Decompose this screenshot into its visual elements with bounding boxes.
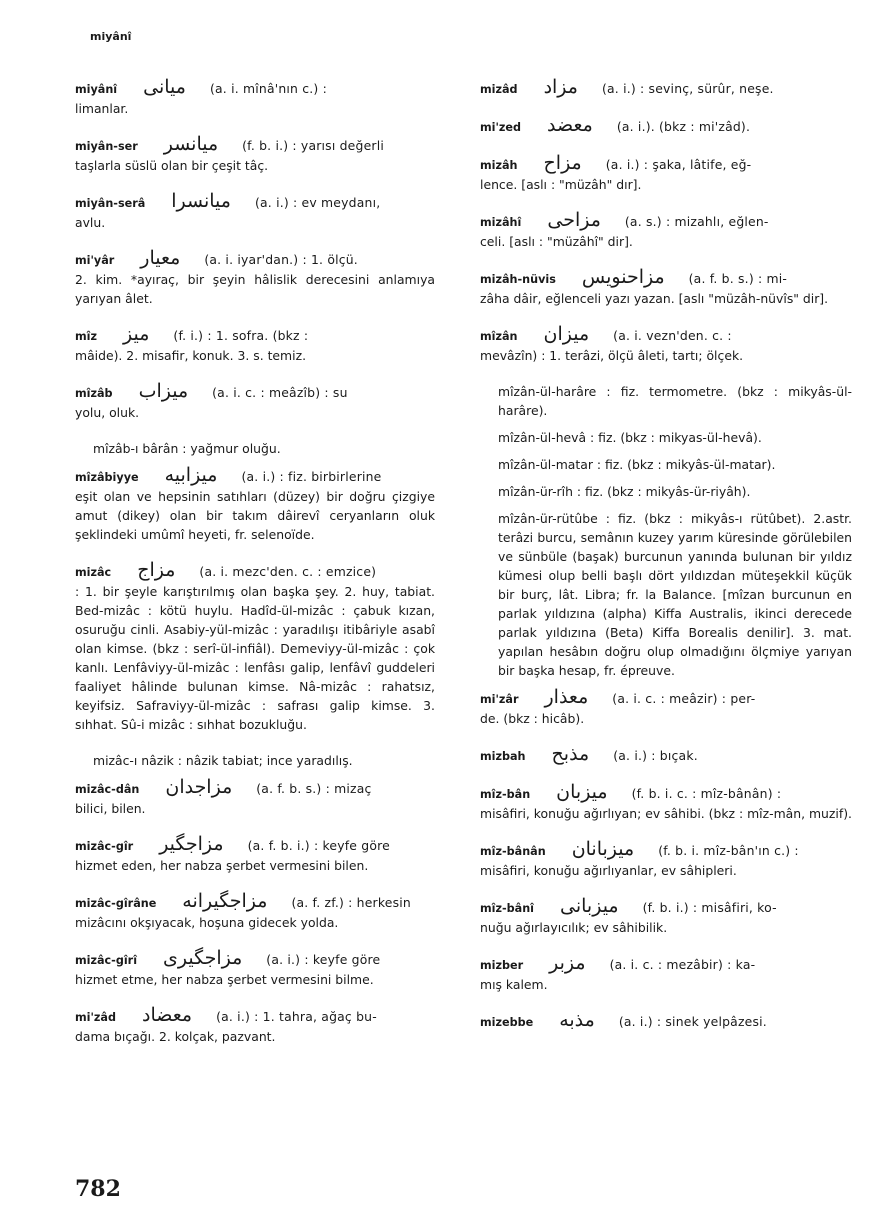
arabic-script: مزاجگیری	[163, 947, 243, 969]
headword: mîz-bânân	[480, 845, 546, 858]
headword: mizâhî	[480, 216, 522, 229]
dictionary-entry	[480, 1011, 852, 1032]
subentry-text: mîzân-ür-rütûbe : fiz. (bkz : mikyâs-ı rütûbet). 2.astr. terâzi burcu, semânın kuzey yarım küresinde görülebilen ve sünbüle (başak) burcunun yanında bulunan bir yıldız kümesi olup belli başlı dört yıldızdan müteşekkil küçük bir burç, lât. Libra; fr. la Balance. [mîzan burcunun en parlak yıldızına (alpha) Kiffa Australis, ikinci derecede parlak yıldızına (Beta) Kiffa Borealis denilir]. 3. mat. yapılan hesâbın doğru olup olmadığını ölçmiye yarıyan bir başka hesap, fr. épreuve.	[498, 511, 852, 678]
entry-first-line	[75, 561, 435, 582]
arabic-script: مزاحی	[547, 209, 601, 231]
headword: mizbah	[480, 750, 526, 763]
definition-continuation: mâide). 2. misafir, konuk. 3. s. temiz.	[75, 348, 307, 363]
arabic-script: میزابیه	[164, 464, 218, 486]
entry-first-line	[480, 154, 852, 175]
dictionary-entry	[75, 751, 435, 770]
dictionary-entry	[75, 249, 435, 308]
headword: mizâh	[480, 159, 518, 172]
headword: mi'zâr	[480, 693, 519, 706]
definition-continuation: : 1. bir şeyle karıştırılmış olan başka şey. 2. huy, tabiat. Bed-mizâc : kötü huylu. Hadîd-ül-mizâc : çabuk kızan, osuruğu cinli. Asabiy-yül-mizâc : yaradılışı itibâriyle asabî olan kimse. (bkz : serî-ül-infiâl). Demeviyy-ül-mizâc : çok kanlı. Lenfâviyy-ül-mizâc : lenfâsı galip, lenfâvî guddeleri faaliyet hâlinde bulunan kimse. Nâ-mizâc : rahatsız, keyifsiz. Safraviyy-ül-mizâc : safrası galip kimse. 3. sıhhat. Sû-i mizâc : sıhhat bozukluğu.	[75, 584, 435, 732]
entry-first-line	[75, 778, 435, 799]
arabic-script: میانسرا	[171, 190, 231, 212]
arabic-script: مذبح	[551, 743, 590, 765]
arabic-script: مزاد	[543, 76, 578, 98]
definition-start: (a. f. zf.) : herkesin	[291, 895, 411, 910]
entry-first-line	[75, 249, 435, 270]
definition-continuation: limanlar.	[75, 101, 129, 116]
definition-continuation: mevâzîn) : 1. terâzi, ölçü âleti, tartı; ölçek.	[480, 348, 744, 363]
headword: mizâc	[75, 566, 112, 579]
arabic-script: میانی	[143, 76, 186, 98]
entry-first-line	[75, 382, 435, 403]
dictionary-entry	[480, 154, 852, 194]
entry-first-line	[75, 78, 435, 99]
headword: mîzân	[480, 330, 518, 343]
arabic-script: میزبانان	[571, 838, 635, 860]
definition-continuation: yolu, oluk.	[75, 405, 140, 420]
dictionary-entry	[480, 428, 852, 447]
dictionary-entry	[480, 268, 852, 308]
headword: mizâh-nüvis	[480, 273, 556, 286]
arabic-script: مزاح	[543, 152, 582, 174]
definition-start: (a. i. iyar'dan.) : 1. ölçü.	[204, 252, 358, 267]
arabic-script: میزان	[543, 323, 590, 345]
dictionary-entry	[480, 840, 852, 880]
definition-continuation: eşit olan ve hepsinin satıhları (düzey) bir doğru çizgiye amut (dikey) olan bir takım dâirevî ceryanların oluk şeklindeki umûmî heyeti, fr. selenoïde.	[75, 489, 435, 542]
arabic-script: مذبه	[559, 1009, 595, 1031]
definition-start: (a. i. c. : meâzir) : per-	[612, 691, 756, 706]
definition-start: (a. i. c. : meâzîb) : su	[212, 385, 348, 400]
definition-continuation: misâfiri, konuğu ağırlıyanlar, ev sâhipleri.	[480, 863, 737, 878]
subentry-text: mîzân-ül-hevâ : fiz. (bkz : mikyas-ül-hevâ).	[498, 430, 762, 445]
dictionary-entry	[480, 211, 852, 251]
headword: mi'yâr	[75, 254, 115, 267]
headword: mizâd	[480, 83, 518, 96]
arabic-script: مزاحنویس	[581, 266, 665, 288]
headword: miyân-serâ	[75, 197, 146, 210]
definition-continuation: mizâcını okşıyacak, hoşuna gidecek yolda.	[75, 915, 339, 930]
dictionary-entry	[75, 949, 435, 989]
definition-start: (f. b. i.) : yarısı değerli	[242, 138, 384, 153]
dictionary-entry	[75, 135, 435, 175]
arabic-script: میزاب	[138, 380, 189, 402]
arabic-script: معضد	[547, 114, 593, 136]
dictionary-entry	[75, 78, 435, 118]
entry-first-line	[75, 892, 435, 913]
headword: mîz-bân	[480, 788, 531, 801]
definition-start: (a. i.) : bıçak.	[613, 748, 698, 763]
dictionary-entry	[75, 382, 435, 422]
definition-start: (a. i.). (bkz : mi'zâd).	[616, 119, 751, 134]
entry-first-line	[480, 954, 852, 975]
definition-continuation: hizmet eden, her nabza şerbet vermesini bilen.	[75, 858, 369, 873]
entry-first-line	[480, 116, 852, 137]
left-column	[75, 78, 435, 1063]
definition-start: (a. s.) : mizahlı, eğlen-	[624, 214, 769, 229]
subentry-text: mîzân-ül-harâre : fiz. termometre. (bkz : mikyâs-ül-harâre).	[498, 384, 852, 418]
entry-first-line	[480, 1011, 852, 1032]
dictionary-entry	[75, 466, 435, 544]
definition-continuation: taşlarla süslü olan bir çeşit tâç.	[75, 158, 269, 173]
headword: mizâc-gîrâne	[75, 897, 157, 910]
definition-continuation: zâha dâir, eğlenceli yazı yazan. [aslı "müzâh-nüvîs" dir].	[480, 291, 829, 306]
definition-continuation: mış kalem.	[480, 977, 548, 992]
definition-start: (a. i.) : ev meydanı,	[254, 195, 381, 210]
arabic-script: میز	[123, 323, 150, 345]
definition-start: (a. i.) : fiz. birbirlerine	[241, 469, 382, 484]
subentry-text: mîzân-ür-rîh : fiz. (bkz : mikyâs-ür-riyâh).	[498, 484, 751, 499]
dictionary-entry	[75, 561, 435, 734]
headword: mizâc-gîr	[75, 840, 134, 853]
running-header: miyânî	[90, 30, 132, 43]
dictionary-entry	[480, 954, 852, 994]
definition-start: (a. f. b. s.) : mi-	[688, 271, 788, 286]
definition-continuation: avlu.	[75, 215, 106, 230]
dictionary-entry	[480, 482, 852, 501]
definition-continuation: bilici, bilen.	[75, 801, 146, 816]
definition-start: (a. i.) : sinek yelpâzesi.	[618, 1014, 767, 1029]
entry-first-line	[480, 688, 852, 709]
dictionary-entry	[75, 778, 435, 818]
arabic-script: معذار	[544, 686, 589, 708]
definition-start: (a. i.) : sevinç, sürûr, neşe.	[601, 81, 774, 96]
dictionary-entry	[480, 325, 852, 365]
definition-start: (f. b. i. mîz-bân'ın c.) :	[658, 843, 799, 858]
definition-continuation: lence. [aslı : "müzâh" dır].	[480, 177, 642, 192]
arabic-script: میانسر	[163, 133, 219, 155]
entry-first-line	[75, 1006, 435, 1027]
entry-first-line	[480, 325, 852, 346]
entry-first-line	[480, 745, 852, 766]
dictionary-entry	[75, 192, 435, 232]
entry-first-line	[75, 135, 435, 156]
headword: mizber	[480, 959, 524, 972]
headword: mîzâbiyye	[75, 471, 139, 484]
entry-first-line	[480, 78, 852, 99]
definition-continuation: celi. [aslı : "müzâhî" dir].	[480, 234, 633, 249]
headword: mizâc-gîrî	[75, 954, 138, 967]
definition-continuation: misâfiri, konuğu ağırlıyan; ev sâhibi. (bkz : mîz-mân, muzif).	[480, 806, 852, 821]
headword: mîz	[75, 330, 98, 343]
definition-start: (f. b. i.) : misâfiri, ko-	[642, 900, 777, 915]
dictionary-entry	[75, 325, 435, 365]
entry-first-line	[75, 325, 435, 346]
definition-start: (a. i.) : şaka, lâtife, eğ-	[605, 157, 752, 172]
entry-first-line	[75, 949, 435, 970]
headword: mîzâb	[75, 387, 113, 400]
headword: mizâc-dân	[75, 783, 140, 796]
arabic-script: مزاجدان	[165, 776, 233, 798]
definition-start: (f. b. i. c. : mîz-bânân) :	[631, 786, 782, 801]
headword: mizebbe	[480, 1016, 534, 1029]
dictionary-entry	[480, 783, 852, 823]
definition-start: (a. f. b. i.) : keyfe göre	[247, 838, 390, 853]
definition-start: (a. i.) : keyfe göre	[266, 952, 381, 967]
dictionary-entry	[480, 745, 852, 766]
definition-start: (a. i. mezc'den. c. : emzice)	[199, 564, 377, 579]
arabic-script: معضاد	[142, 1004, 193, 1026]
definition-continuation: hizmet etme, her nabza şerbet vermesini bilme.	[75, 972, 374, 987]
subentry-text: mîzâb-ı bârân : yağmur oluğu.	[93, 441, 281, 456]
dictionary-entry	[480, 455, 852, 474]
dictionary-entry	[480, 78, 852, 99]
dictionary-entry	[75, 1006, 435, 1046]
dictionary-entry	[480, 688, 852, 728]
right-column	[480, 78, 852, 1049]
headword: mîz-bânî	[480, 902, 535, 915]
dictionary-entry	[480, 897, 852, 937]
dictionary-entry	[75, 439, 435, 458]
definition-start: (a. i. c. : mezâbir) : ka-	[609, 957, 756, 972]
entry-first-line	[480, 840, 852, 861]
arabic-script: مزبر	[549, 952, 586, 974]
arabic-script: میزبانی	[560, 895, 619, 917]
arabic-script: معیار	[140, 247, 181, 269]
entry-first-line	[480, 897, 852, 918]
dictionary-entry	[480, 116, 852, 137]
dictionary-entry	[75, 892, 435, 932]
entry-first-line	[480, 783, 852, 804]
dictionary-entry	[75, 835, 435, 875]
definition-continuation: de. (bkz : hicâb).	[480, 711, 585, 726]
definition-start: (a. i.) : 1. tahra, ağaç bu-	[216, 1009, 377, 1024]
definition-start: (a. i. vezn'den. c. :	[613, 328, 732, 343]
arabic-script: مزاجگیرانه	[182, 890, 268, 912]
entry-first-line	[480, 211, 852, 232]
headword: miyân-ser	[75, 140, 138, 153]
definition-continuation: dama bıçağı. 2. kolçak, pazvant.	[75, 1029, 276, 1044]
entry-first-line	[75, 835, 435, 856]
entry-first-line	[75, 466, 435, 487]
entry-first-line	[480, 268, 852, 289]
arabic-script: مزاج	[137, 559, 176, 581]
headword: mi'zed	[480, 121, 522, 134]
page-number: 782	[75, 1176, 121, 1202]
definition-continuation: nuğu ağırlayıcılık; ev sâhibilik.	[480, 920, 668, 935]
definition-start: (f. i.) : 1. sofra. (bkz :	[173, 328, 309, 343]
arabic-script: میزبان	[556, 781, 608, 803]
headword: mi'zâd	[75, 1011, 116, 1024]
dictionary-entry	[480, 382, 852, 420]
subentry-text: mizâc-ı nâzik : nâzik tabiat; ince yaradılış.	[93, 753, 353, 768]
definition-start: (a. i. mînâ'nın c.) :	[209, 81, 327, 96]
headword: miyânî	[75, 83, 118, 96]
subentry-text: mîzân-ül-matar : fiz. (bkz : mikyâs-ül-matar).	[498, 457, 776, 472]
definition-continuation: 2. kim. *ayıraç, bir şeyin hâlislik derecesini anlamıya yarıyan âlet.	[75, 272, 435, 306]
definition-start: (a. f. b. s.) : mizaç	[256, 781, 372, 796]
dictionary-entry	[480, 509, 852, 680]
entry-first-line	[75, 192, 435, 213]
arabic-script: مزاجگیر	[159, 833, 224, 855]
